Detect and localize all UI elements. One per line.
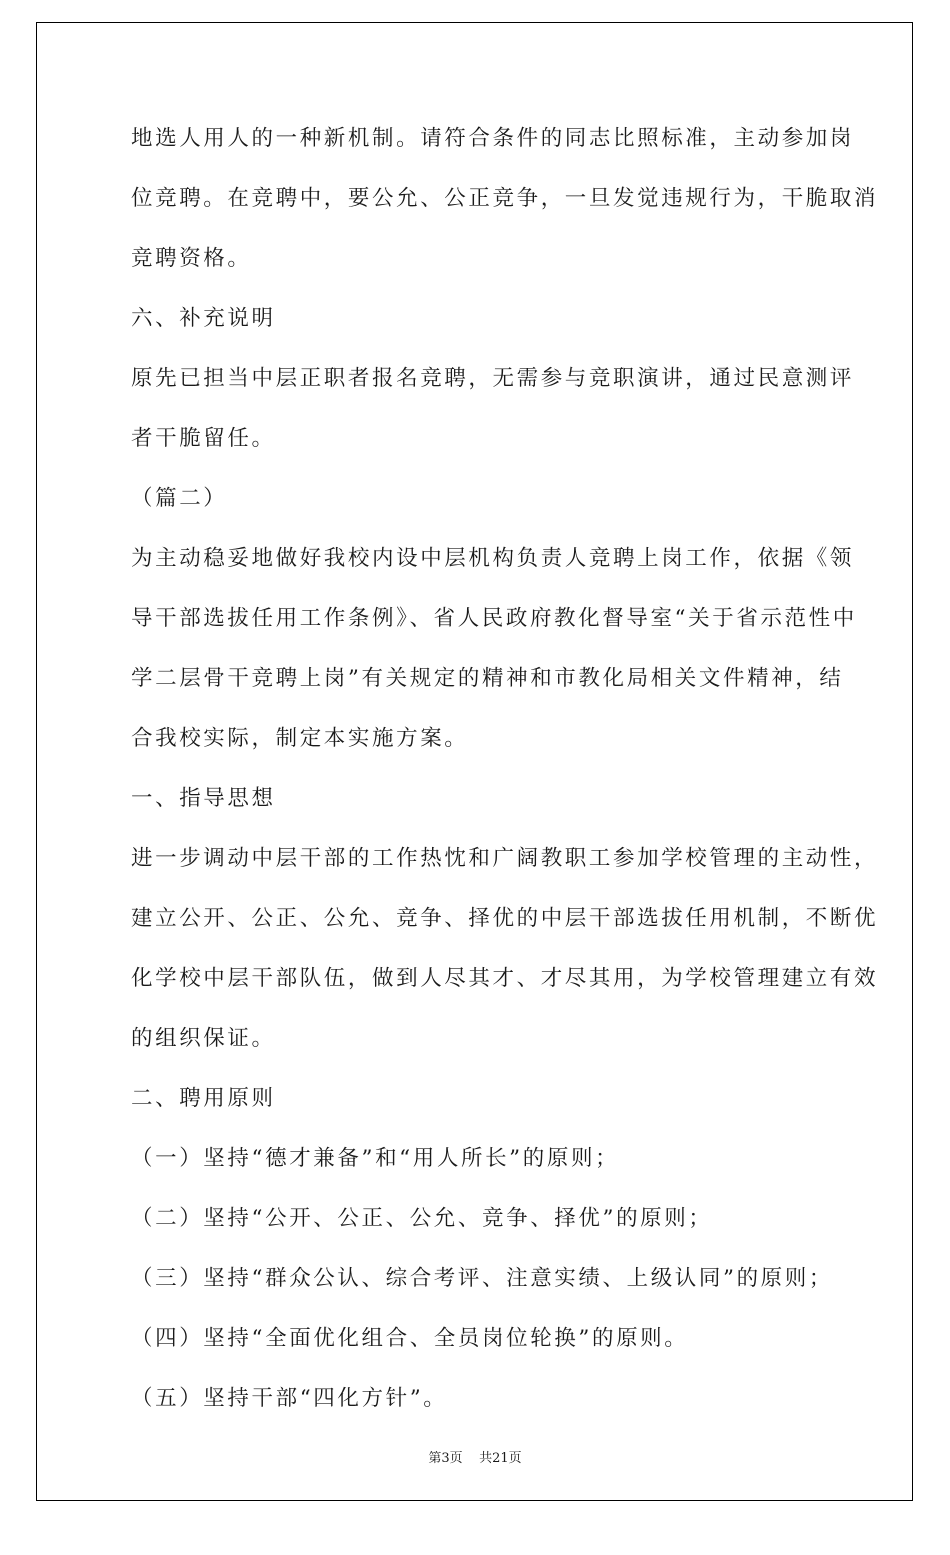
text-line: 化学校中层干部队伍，做到人尽其才、才尽其用，为学校管理建立有效 (131, 966, 879, 991)
text-line: 位竞聘。在竞聘中，要公允、公正竞争，一旦发觉违规行为，干脆取消 (131, 186, 879, 211)
list-item: （四）坚持“全面优化组合、全员岗位轮换”的原则。 (131, 1326, 689, 1351)
text-line: 为主动稳妥地做好我校内设中层机构负责人竞聘上岗工作，依据《领 (131, 546, 855, 571)
text-line: 导干部选拔任用工作条例》、省人民政府教化督导室“关于省示范性中 (131, 606, 857, 631)
text-line: 原先已担当中层正职者报名竞聘，无需参与竞职演讲，通过民意测评 (131, 366, 855, 391)
section-heading: 一、指导思想 (131, 786, 276, 811)
text-line: 的组织保证。 (131, 1026, 276, 1051)
page-number-footer: 第3页 共21页 (428, 1451, 522, 1466)
text-line: 建立公开、公正、公允、竞争、择优的中层干部选拔任用机制，不断优 (131, 906, 879, 931)
list-item: （二）坚持“公开、公正、公允、竞争、择优”的原则； (131, 1206, 713, 1231)
list-item: （一）坚持“德才兼备”和“用人所长”的原则； (131, 1146, 620, 1171)
section-heading: 六、补充说明 (131, 306, 276, 331)
section-heading: 二、聘用原则 (131, 1086, 276, 1111)
text-line: 竞聘资格。 (131, 246, 252, 271)
section-heading: （篇二） (131, 486, 228, 511)
list-item: （三）坚持“群众公认、综合考评、注意实绩、上级认同”的原则； (131, 1266, 833, 1291)
text-line: 学二层骨干竞聘上岗”有关规定的精神和市教化局相关文件精神，结 (131, 666, 844, 691)
text-line: 合我校实际，制定本实施方案。 (131, 726, 469, 751)
list-item: （五）坚持干部“四化方针”。 (131, 1386, 448, 1411)
text-line: 者干脆留任。 (131, 426, 276, 451)
text-line: 地选人用人的一种新机制。请符合条件的同志比照标准，主动参加岗 (131, 126, 855, 151)
text-line: 进一步调动中层干部的工作热忱和广阔教职工参加学校管理的主动性， (131, 846, 879, 871)
